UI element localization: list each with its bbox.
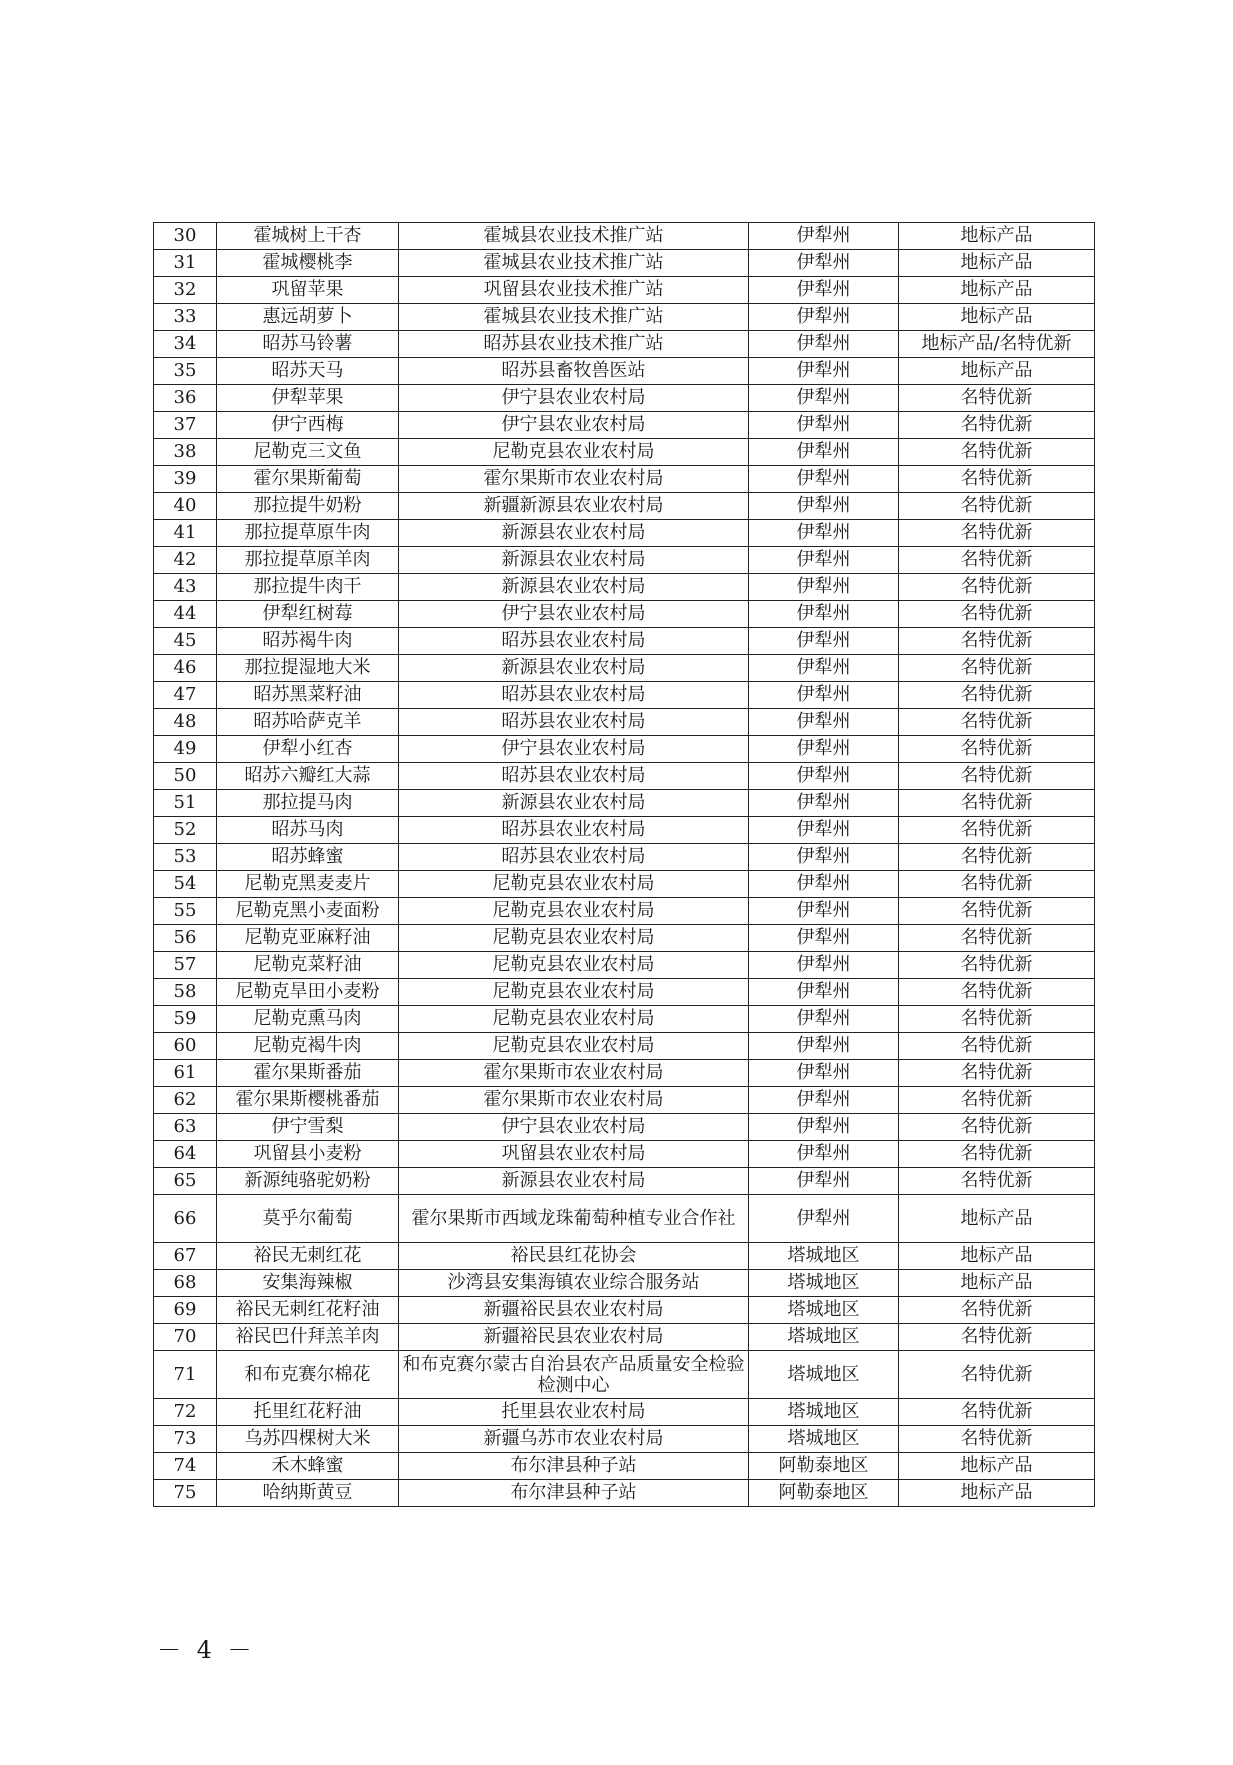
product-name-cell: 昭苏马铃薯 <box>217 331 399 358</box>
row-number-cell: 56 <box>154 925 217 952</box>
table-row <box>154 1426 1095 1453</box>
region-cell: 伊犁州 <box>749 412 899 439</box>
product-name-cell: 裕民无刺红花籽油 <box>217 1297 399 1324</box>
row-number-cell: 38 <box>154 439 217 466</box>
region-cell: 伊犁州 <box>749 547 899 574</box>
product-name-cell: 霍尔果斯番茄 <box>217 1060 399 1087</box>
row-number-cell: 60 <box>154 1033 217 1060</box>
table-body <box>154 223 1095 1507</box>
table-row <box>154 1114 1095 1141</box>
region-cell: 伊犁州 <box>749 817 899 844</box>
row-number-cell: 44 <box>154 601 217 628</box>
product-name-cell: 伊犁苹果 <box>217 385 399 412</box>
table-row <box>154 898 1095 925</box>
applicant-unit-cell: 托里县农业农村局 <box>399 1399 749 1426</box>
product-name-cell: 伊宁雪梨 <box>217 1114 399 1141</box>
region-cell: 伊犁州 <box>749 1114 899 1141</box>
category-cell: 地标产品 <box>899 304 1095 331</box>
category-cell: 名特优新 <box>899 1087 1095 1114</box>
row-number-cell: 67 <box>154 1243 217 1270</box>
category-cell: 名特优新 <box>899 1114 1095 1141</box>
product-name-cell: 昭苏马肉 <box>217 817 399 844</box>
applicant-unit-cell: 霍尔果斯市农业农村局 <box>399 1060 749 1087</box>
applicant-unit-cell: 昭苏县农业农村局 <box>399 763 749 790</box>
product-name-cell: 尼勒克黑小麦面粉 <box>217 898 399 925</box>
applicant-unit-cell: 新源县农业农村局 <box>399 1168 749 1195</box>
category-cell: 名特优新 <box>899 601 1095 628</box>
region-cell: 伊犁州 <box>749 790 899 817</box>
applicant-unit-cell: 布尔津县种子站 <box>399 1480 749 1507</box>
product-name-cell: 伊犁红树莓 <box>217 601 399 628</box>
category-cell: 名特优新 <box>899 466 1095 493</box>
region-cell: 伊犁州 <box>749 898 899 925</box>
category-cell: 地标产品 <box>899 1480 1095 1507</box>
product-name-cell: 巩留县小麦粉 <box>217 1141 399 1168</box>
row-number-cell: 42 <box>154 547 217 574</box>
region-cell: 塔城地区 <box>749 1297 899 1324</box>
row-number-cell: 45 <box>154 628 217 655</box>
category-cell: 名特优新 <box>899 655 1095 682</box>
region-cell: 伊犁州 <box>749 655 899 682</box>
category-cell: 名特优新 <box>899 574 1095 601</box>
category-cell: 地标产品 <box>899 1270 1095 1297</box>
category-cell: 名特优新 <box>899 1060 1095 1087</box>
table-row <box>154 385 1095 412</box>
product-name-cell: 尼勒克黑麦麦片 <box>217 871 399 898</box>
product-name-cell: 那拉提牛肉干 <box>217 574 399 601</box>
category-cell: 名特优新 <box>899 1006 1095 1033</box>
table-row <box>154 952 1095 979</box>
category-cell: 名特优新 <box>899 925 1095 952</box>
applicant-unit-cell: 尼勒克县农业农村局 <box>399 898 749 925</box>
table-row <box>154 1060 1095 1087</box>
table-row <box>154 547 1095 574</box>
product-name-cell: 霍尔果斯葡萄 <box>217 466 399 493</box>
region-cell: 伊犁州 <box>749 925 899 952</box>
row-number-cell: 31 <box>154 250 217 277</box>
table-row <box>154 709 1095 736</box>
row-number-cell: 53 <box>154 844 217 871</box>
product-name-cell: 那拉提草原牛肉 <box>217 520 399 547</box>
region-cell: 塔城地区 <box>749 1351 899 1399</box>
row-number-cell: 59 <box>154 1006 217 1033</box>
product-name-cell: 霍城树上干杏 <box>217 223 399 250</box>
table-row <box>154 979 1095 1006</box>
row-number-cell: 37 <box>154 412 217 439</box>
applicant-unit-cell: 巩留县农业技术推广站 <box>399 277 749 304</box>
table-row <box>154 817 1095 844</box>
row-number-cell: 35 <box>154 358 217 385</box>
table-row <box>154 1006 1095 1033</box>
category-cell: 名特优新 <box>899 412 1095 439</box>
product-name-cell: 禾木蜂蜜 <box>217 1453 399 1480</box>
table-row <box>154 520 1095 547</box>
applicant-unit-cell: 尼勒克县农业农村局 <box>399 979 749 1006</box>
row-number-cell: 61 <box>154 1060 217 1087</box>
product-name-cell: 哈纳斯黄豆 <box>217 1480 399 1507</box>
row-number-cell: 55 <box>154 898 217 925</box>
table-row <box>154 871 1095 898</box>
category-cell: 地标产品 <box>899 1195 1095 1243</box>
product-name-cell: 尼勒克三文鱼 <box>217 439 399 466</box>
category-cell: 名特优新 <box>899 520 1095 547</box>
page-number: － 4 － <box>157 1636 256 1664</box>
region-cell: 伊犁州 <box>749 331 899 358</box>
region-cell: 伊犁州 <box>749 223 899 250</box>
row-number-cell: 41 <box>154 520 217 547</box>
applicant-unit-cell: 伊宁县农业农村局 <box>399 1114 749 1141</box>
applicant-unit-cell: 新疆新源县农业农村局 <box>399 493 749 520</box>
product-name-cell: 托里红花籽油 <box>217 1399 399 1426</box>
product-name-cell: 安集海辣椒 <box>217 1270 399 1297</box>
row-number-cell: 68 <box>154 1270 217 1297</box>
applicant-unit-cell: 新源县农业农村局 <box>399 547 749 574</box>
table-row <box>154 250 1095 277</box>
row-number-cell: 75 <box>154 1480 217 1507</box>
product-name-cell: 巩留苹果 <box>217 277 399 304</box>
category-cell: 名特优新 <box>899 1141 1095 1168</box>
row-number-cell: 36 <box>154 385 217 412</box>
row-number-cell: 71 <box>154 1351 217 1399</box>
table-row <box>154 1297 1095 1324</box>
row-number-cell: 32 <box>154 277 217 304</box>
table-row <box>154 601 1095 628</box>
table-row <box>154 223 1095 250</box>
row-number-cell: 66 <box>154 1195 217 1243</box>
category-cell: 名特优新 <box>899 385 1095 412</box>
category-cell: 名特优新 <box>899 1426 1095 1453</box>
region-cell: 伊犁州 <box>749 736 899 763</box>
applicant-unit-cell: 霍尔果斯市农业农村局 <box>399 1087 749 1114</box>
table-row <box>154 1351 1095 1399</box>
applicant-unit-cell: 霍城县农业技术推广站 <box>399 223 749 250</box>
region-cell: 伊犁州 <box>749 952 899 979</box>
applicant-unit-cell: 巩留县农业农村局 <box>399 1141 749 1168</box>
table-row <box>154 412 1095 439</box>
category-cell: 名特优新 <box>899 736 1095 763</box>
table-row <box>154 1480 1095 1507</box>
category-cell: 名特优新 <box>899 682 1095 709</box>
region-cell: 伊犁州 <box>749 979 899 1006</box>
applicant-unit-cell: 新疆裕民县农业农村局 <box>399 1324 749 1351</box>
row-number-cell: 50 <box>154 763 217 790</box>
row-number-cell: 57 <box>154 952 217 979</box>
product-name-cell: 尼勒克旱田小麦粉 <box>217 979 399 1006</box>
region-cell: 伊犁州 <box>749 439 899 466</box>
table-row <box>154 844 1095 871</box>
table-row <box>154 628 1095 655</box>
region-cell: 伊犁州 <box>749 1087 899 1114</box>
category-cell: 名特优新 <box>899 1399 1095 1426</box>
row-number-cell: 69 <box>154 1297 217 1324</box>
product-name-cell: 昭苏褐牛肉 <box>217 628 399 655</box>
region-cell: 伊犁州 <box>749 1006 899 1033</box>
region-cell: 伊犁州 <box>749 1195 899 1243</box>
row-number-cell: 65 <box>154 1168 217 1195</box>
product-name-cell: 那拉提马肉 <box>217 790 399 817</box>
row-number-cell: 72 <box>154 1399 217 1426</box>
table-row <box>154 1141 1095 1168</box>
category-cell: 名特优新 <box>899 1033 1095 1060</box>
applicant-unit-cell: 沙湾县安集海镇农业综合服务站 <box>399 1270 749 1297</box>
table-row <box>154 1243 1095 1270</box>
row-number-cell: 33 <box>154 304 217 331</box>
category-cell: 地标产品 <box>899 223 1095 250</box>
region-cell: 伊犁州 <box>749 1141 899 1168</box>
row-number-cell: 48 <box>154 709 217 736</box>
category-cell: 名特优新 <box>899 763 1095 790</box>
category-cell: 名特优新 <box>899 952 1095 979</box>
table-row <box>154 1399 1095 1426</box>
table-row <box>154 1453 1095 1480</box>
table-row <box>154 655 1095 682</box>
table-row <box>154 682 1095 709</box>
region-cell: 伊犁州 <box>749 763 899 790</box>
category-cell: 名特优新 <box>899 1297 1095 1324</box>
applicant-unit-cell: 新源县农业农村局 <box>399 655 749 682</box>
region-cell: 伊犁州 <box>749 628 899 655</box>
table-row <box>154 493 1095 520</box>
product-name-cell: 昭苏黑菜籽油 <box>217 682 399 709</box>
applicant-unit-cell: 昭苏县农业农村局 <box>399 817 749 844</box>
applicant-unit-cell: 尼勒克县农业农村局 <box>399 925 749 952</box>
row-number-cell: 46 <box>154 655 217 682</box>
table-row <box>154 304 1095 331</box>
category-cell: 名特优新 <box>899 817 1095 844</box>
product-name-cell: 新源纯骆驼奶粉 <box>217 1168 399 1195</box>
category-cell: 名特优新 <box>899 547 1095 574</box>
product-name-cell: 尼勒克菜籽油 <box>217 952 399 979</box>
row-number-cell: 30 <box>154 223 217 250</box>
product-name-cell: 尼勒克亚麻籽油 <box>217 925 399 952</box>
table-row <box>154 790 1095 817</box>
region-cell: 伊犁州 <box>749 1168 899 1195</box>
category-cell: 地标产品 <box>899 1453 1095 1480</box>
table-row <box>154 925 1095 952</box>
product-name-cell: 裕民巴什拜羔羊肉 <box>217 1324 399 1351</box>
region-cell: 阿勒泰地区 <box>749 1480 899 1507</box>
product-name-cell: 那拉提湿地大米 <box>217 655 399 682</box>
category-cell: 名特优新 <box>899 979 1095 1006</box>
table-row <box>154 574 1095 601</box>
row-number-cell: 54 <box>154 871 217 898</box>
applicant-unit-cell: 伊宁县农业农村局 <box>399 412 749 439</box>
region-cell: 伊犁州 <box>749 682 899 709</box>
row-number-cell: 51 <box>154 790 217 817</box>
applicant-unit-cell: 昭苏县农业农村局 <box>399 709 749 736</box>
table-row <box>154 277 1095 304</box>
category-cell: 名特优新 <box>899 493 1095 520</box>
category-cell: 地标产品 <box>899 1243 1095 1270</box>
product-name-cell: 莫乎尔葡萄 <box>217 1195 399 1243</box>
category-cell: 地标产品 <box>899 277 1095 304</box>
row-number-cell: 34 <box>154 331 217 358</box>
applicant-unit-cell: 新源县农业农村局 <box>399 790 749 817</box>
region-cell: 伊犁州 <box>749 466 899 493</box>
row-number-cell: 47 <box>154 682 217 709</box>
product-name-cell: 伊宁西梅 <box>217 412 399 439</box>
region-cell: 伊犁州 <box>749 844 899 871</box>
row-number-cell: 39 <box>154 466 217 493</box>
row-number-cell: 73 <box>154 1426 217 1453</box>
table-row <box>154 1324 1095 1351</box>
region-cell: 伊犁州 <box>749 493 899 520</box>
applicant-unit-cell: 新源县农业农村局 <box>399 574 749 601</box>
product-name-cell: 那拉提草原羊肉 <box>217 547 399 574</box>
table-row <box>154 1195 1095 1243</box>
applicant-unit-cell: 伊宁县农业农村局 <box>399 385 749 412</box>
product-name-cell: 昭苏六瓣红大蒜 <box>217 763 399 790</box>
region-cell: 塔城地区 <box>749 1270 899 1297</box>
applicant-unit-cell: 裕民县红花协会 <box>399 1243 749 1270</box>
applicant-unit-cell: 昭苏县畜牧兽医站 <box>399 358 749 385</box>
category-cell: 名特优新 <box>899 709 1095 736</box>
row-number-cell: 52 <box>154 817 217 844</box>
category-cell: 地标产品 <box>899 358 1095 385</box>
table-row <box>154 358 1095 385</box>
row-number-cell: 64 <box>154 1141 217 1168</box>
applicant-unit-cell: 新源县农业农村局 <box>399 520 749 547</box>
applicant-unit-cell: 和布克赛尔蒙古自治县农产品质量安全检验检测中心 <box>399 1351 749 1399</box>
applicant-unit-cell: 昭苏县农业农村局 <box>399 628 749 655</box>
category-cell: 名特优新 <box>899 1324 1095 1351</box>
region-cell: 阿勒泰地区 <box>749 1453 899 1480</box>
product-name-cell: 昭苏蜂蜜 <box>217 844 399 871</box>
applicant-unit-cell: 新疆裕民县农业农村局 <box>399 1297 749 1324</box>
applicant-unit-cell: 霍尔果斯市农业农村局 <box>399 466 749 493</box>
applicant-unit-cell: 布尔津县种子站 <box>399 1453 749 1480</box>
row-number-cell: 63 <box>154 1114 217 1141</box>
region-cell: 伊犁州 <box>749 358 899 385</box>
region-cell: 塔城地区 <box>749 1243 899 1270</box>
category-cell: 名特优新 <box>899 790 1095 817</box>
applicant-unit-cell: 霍尔果斯市西域龙珠葡萄种植专业合作社 <box>399 1195 749 1243</box>
category-cell: 名特优新 <box>899 628 1095 655</box>
region-cell: 塔城地区 <box>749 1426 899 1453</box>
applicant-unit-cell: 霍城县农业技术推广站 <box>399 250 749 277</box>
table-row <box>154 1087 1095 1114</box>
applicant-unit-cell: 伊宁县农业农村局 <box>399 601 749 628</box>
product-name-cell: 乌苏四棵树大米 <box>217 1426 399 1453</box>
applicant-unit-cell: 尼勒克县农业农村局 <box>399 871 749 898</box>
region-cell: 塔城地区 <box>749 1399 899 1426</box>
applicant-unit-cell: 伊宁县农业农村局 <box>399 736 749 763</box>
applicant-unit-cell: 新疆乌苏市农业农村局 <box>399 1426 749 1453</box>
row-number-cell: 40 <box>154 493 217 520</box>
category-cell: 名特优新 <box>899 1351 1095 1399</box>
product-table <box>153 222 1095 1507</box>
category-cell: 名特优新 <box>899 871 1095 898</box>
product-name-cell: 昭苏天马 <box>217 358 399 385</box>
region-cell: 伊犁州 <box>749 709 899 736</box>
region-cell: 伊犁州 <box>749 1033 899 1060</box>
product-name-cell: 和布克赛尔棉花 <box>217 1351 399 1399</box>
category-cell: 名特优新 <box>899 844 1095 871</box>
product-name-cell: 霍尔果斯樱桃番茄 <box>217 1087 399 1114</box>
applicant-unit-cell: 昭苏县农业技术推广站 <box>399 331 749 358</box>
category-cell: 名特优新 <box>899 898 1095 925</box>
region-cell: 伊犁州 <box>749 277 899 304</box>
product-name-cell: 霍城樱桃李 <box>217 250 399 277</box>
table-row <box>154 1033 1095 1060</box>
table-row <box>154 439 1095 466</box>
region-cell: 伊犁州 <box>749 520 899 547</box>
applicant-unit-cell: 尼勒克县农业农村局 <box>399 439 749 466</box>
applicant-unit-cell: 霍城县农业技术推广站 <box>399 304 749 331</box>
region-cell: 伊犁州 <box>749 601 899 628</box>
row-number-cell: 43 <box>154 574 217 601</box>
region-cell: 伊犁州 <box>749 304 899 331</box>
applicant-unit-cell: 尼勒克县农业农村局 <box>399 1033 749 1060</box>
table-row <box>154 763 1095 790</box>
row-number-cell: 49 <box>154 736 217 763</box>
applicant-unit-cell: 尼勒克县农业农村局 <box>399 952 749 979</box>
table-row <box>154 1270 1095 1297</box>
applicant-unit-cell: 尼勒克县农业农村局 <box>399 1006 749 1033</box>
category-cell: 名特优新 <box>899 439 1095 466</box>
applicant-unit-cell: 昭苏县农业农村局 <box>399 682 749 709</box>
row-number-cell: 62 <box>154 1087 217 1114</box>
region-cell: 伊犁州 <box>749 574 899 601</box>
product-name-cell: 伊犁小红杏 <box>217 736 399 763</box>
product-name-cell: 尼勒克熏马肉 <box>217 1006 399 1033</box>
row-number-cell: 74 <box>154 1453 217 1480</box>
category-cell: 地标产品 <box>899 250 1095 277</box>
region-cell: 伊犁州 <box>749 385 899 412</box>
region-cell: 伊犁州 <box>749 871 899 898</box>
category-cell: 地标产品/名特优新 <box>899 331 1095 358</box>
region-cell: 塔城地区 <box>749 1324 899 1351</box>
region-cell: 伊犁州 <box>749 1060 899 1087</box>
category-cell: 名特优新 <box>899 1168 1095 1195</box>
applicant-unit-cell: 昭苏县农业农村局 <box>399 844 749 871</box>
table-row <box>154 466 1095 493</box>
product-name-cell: 那拉提牛奶粉 <box>217 493 399 520</box>
table-row <box>154 1168 1095 1195</box>
product-name-cell: 尼勒克褐牛肉 <box>217 1033 399 1060</box>
product-name-cell: 惠远胡萝卜 <box>217 304 399 331</box>
table-row <box>154 736 1095 763</box>
table-row <box>154 331 1095 358</box>
row-number-cell: 70 <box>154 1324 217 1351</box>
row-number-cell: 58 <box>154 979 217 1006</box>
product-name-cell: 裕民无刺红花 <box>217 1243 399 1270</box>
product-name-cell: 昭苏哈萨克羊 <box>217 709 399 736</box>
region-cell: 伊犁州 <box>749 250 899 277</box>
